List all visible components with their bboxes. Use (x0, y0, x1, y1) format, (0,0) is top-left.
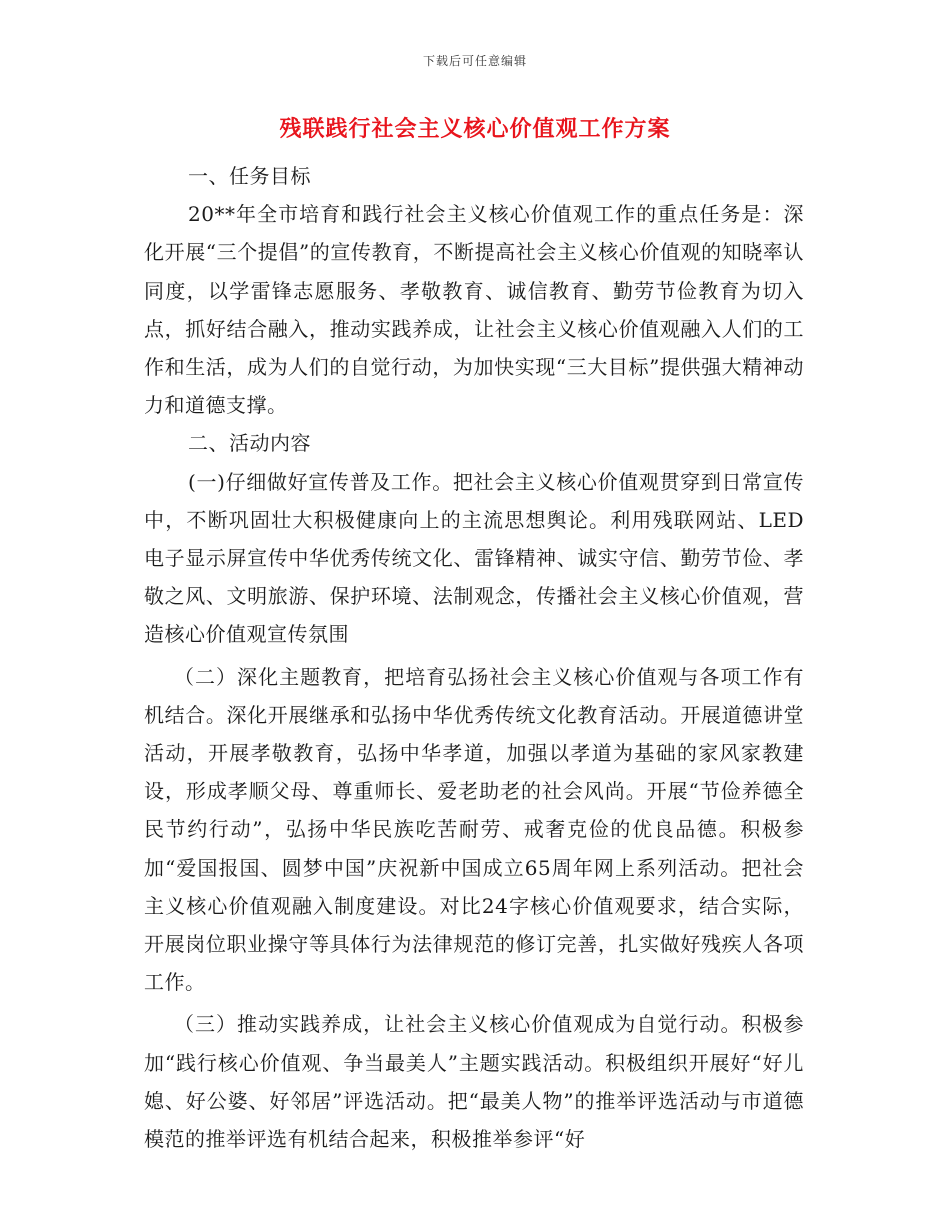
section-heading-activities: 二、活动内容 (188, 431, 311, 456)
document-body (144, 157, 804, 1158)
paragraph-goals: 20**年全市培育和践行社会主义核心价值观工作的重点任务是：深化开展“三个提倡”的宣传教育，不断提高社会主义核心价值观的知晓率认同度，以学雷锋志愿服务、孝敬教育、诚信教育、勤劳节俭教育为切入点，抓好结合融入，推动实践养成，让社会主义核心价值观融入人们的工作和生活，成为人们的自觉行动，为加快实现“三大目标”提供强大精神动力和道德支撑。 (144, 202, 804, 418)
section-heading-goals: 一、任务目标 (188, 164, 311, 188)
page-header-note: 下载后可任意编辑 (422, 54, 527, 68)
document-title: 残联践行社会主义核心价值观工作方案 (279, 117, 671, 142)
paragraph-activity-2: （二）深化主题教育，把培育弘扬社会主义核心价值观与各项工作有机结合。深化开展继承和弘扬中华优秀传统文化教育活动。开展道德讲堂活动，开展孝敬教育，弘扬中华孝道，加强以孝道为基础的家风家教建设，形成孝顺父母、尊重师长、爱老助老的社会风尚。开展“节俭养德全民节约行动”，弘扬中华民族吃苦耐劳、戒奢克俭的优良品德。积极参加“爱国报国、圆梦中国”庆祝新中国成立65周年网上系列活动。把社会主义核心价值观融入制度建设。对比24字核心价值观要求，结合实际，开展岗位职业操守等具体行为法律规范的修订完善，扎实做好残疾人各项工作。 (144, 664, 804, 995)
paragraph-activity-1: (一)仔细做好宣传普及工作。把社会主义核心价值观贯穿到日常宣传中，不断巩固壮大积极健康向上的主流思想舆论。利用残联网站、LED电子显示屏宣传中华优秀传统文化、雷锋精神、诚实守信、勤劳节俭、孝敬之风、文明旅游、保护环境、法制观念，传播社会主义核心价值观，营造核心价值观宣传氛围 (144, 469, 804, 647)
paragraph-activity-3: （三）推动实践养成，让社会主义核心价值观成为自觉行动。积极参加“践行核心价值观、争当最美人”主题实践活动。积极组织开展好“好儿媳、好公婆、好邻居”评选活动。把“最美人物”的推举评选活动与市道德模范的推举评选有机结合起来，积极推举参评“好 (144, 1012, 804, 1152)
